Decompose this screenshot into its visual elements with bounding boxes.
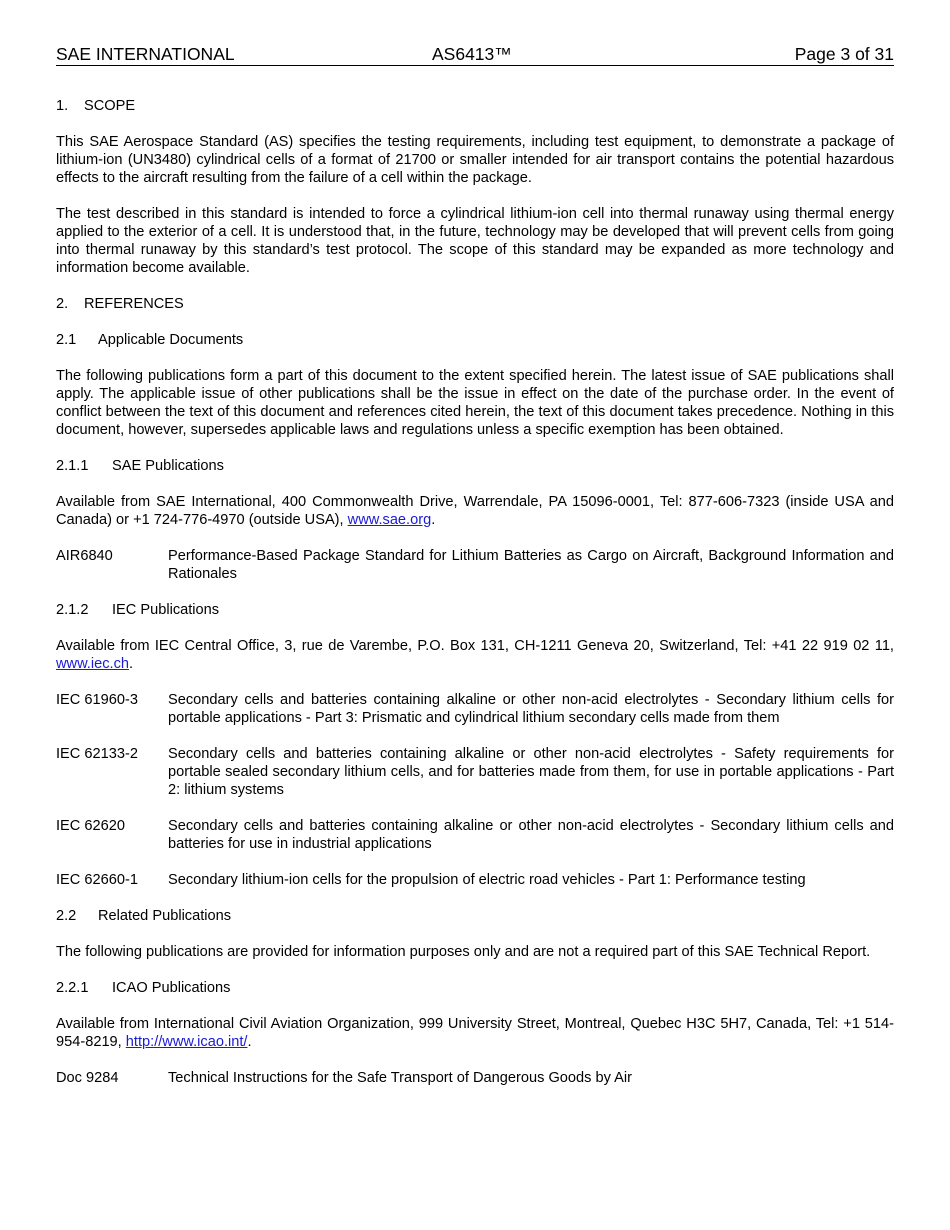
- reference-entry: [56, 691, 894, 727]
- header-page-number: Page 3 of 31: [794, 44, 894, 64]
- reference-entry: [56, 817, 894, 853]
- reference-code: IEC 62660-1: [56, 872, 138, 888]
- icao-availability-paragraph: Available from International Civil Aviation Organization, 999 University Street, Montreal, Quebec H3C 5H7, Canada, Tel: +1 514-954-8219, http://www.icao.int/.: [56, 1016, 894, 1050]
- reference-code: AIR6840: [56, 548, 113, 564]
- section-2-1-2-heading: 2.1.2 IEC Publications: [56, 602, 220, 618]
- sae-availability-paragraph: Available from SAE International, 400 Commonwealth Drive, Warrendale, PA 15096-0001, Tel: 877-606-7323 (inside USA and Canada) or +1 724-776-4970 (outside USA), www.sae.org.: [56, 494, 894, 528]
- reference-entry: [56, 1069, 894, 1087]
- section-2-2-heading: 2.2 Related Publications: [56, 908, 232, 924]
- reference-title: Secondary cells and batteries containing alkaline or other non-acid electrolytes - Secondary lithium cells and batteries for use in industrial applications: [168, 818, 894, 852]
- section-2-1-heading: 2.1 Applicable Documents: [56, 332, 244, 348]
- section-2-2-1-heading: 2.2.1 ICAO Publications: [56, 980, 231, 996]
- reference-title: Secondary lithium-ion cells for the propulsion of electric road vehicles - Part 1: Performance testing: [168, 872, 806, 888]
- reference-entry: [56, 745, 894, 799]
- icao-website-link[interactable]: http://www.icao.int/: [125, 1034, 248, 1050]
- page-header: [56, 44, 894, 66]
- scope-paragraph-2: The test described in this standard is intended to force a cylindrical lithium-ion cell into thermal runaway using thermal energy applied to the exterior of a cell. It is understood that, in the future, technology may be developed that will prevent cells from going into thermal runaway by this standard’s test protocol. The scope of this standard may be expanded as more technology and information become available.: [56, 206, 894, 276]
- applicable-documents-paragraph: The following publications form a part of this document to the extent specified herein. The latest issue of SAE publications shall apply. The applicable issue of other publications shall be the issue in effect on the date of the purchase order. In the event of conflict between the text of this document and references cited herein, the text of this document takes precedence. Nothing in this document, however, supersedes applicable laws and regulations unless a specific exemption has been obtained.: [56, 368, 894, 438]
- iec-availability-paragraph: Available from IEC Central Office, 3, rue de Varembe, P.O. Box 131, CH-1211 Geneva 20, Switzerland, Tel: +41 22 919 02 11, www.iec.ch.: [56, 638, 894, 672]
- scope-paragraph-1: This SAE Aerospace Standard (AS) specifies the testing requirements, including test equipment, to demonstrate a package of lithium-ion (UN3480) cylindrical cells of a format of 21700 or smaller intended for air transport contains the potential hazardous effects to the aircraft resulting from the failure of a cell within the package.: [56, 134, 894, 186]
- section-2-heading: 2. REFERENCES: [56, 296, 184, 312]
- reference-title: Technical Instructions for the Safe Transport of Dangerous Goods by Air: [168, 1070, 632, 1086]
- reference-title: Performance-Based Package Standard for Lithium Batteries as Cargo on Aircraft, Background Information and Rationales: [168, 548, 894, 582]
- header-org: SAE INTERNATIONAL: [56, 44, 235, 64]
- reference-code: IEC 62620: [56, 818, 125, 834]
- sae-website-link[interactable]: www.sae.org: [347, 512, 432, 528]
- reference-title: Secondary cells and batteries containing alkaline or other non-acid electrolytes - Safety requirements for portable sealed secondary lithium cells, and for batteries made from them, for use in portable applications - Part 2: lithium systems: [168, 746, 894, 798]
- reference-entry: [56, 871, 894, 889]
- reference-code: IEC 61960-3: [56, 692, 138, 708]
- header-doc-number: AS6413™: [432, 44, 512, 64]
- section-2-1-1-heading: 2.1.1 SAE Publications: [56, 458, 224, 474]
- reference-code: Doc 9284: [56, 1070, 119, 1086]
- section-1-heading: 1. SCOPE: [56, 98, 136, 114]
- document-body: [56, 97, 894, 1105]
- reference-entry: [56, 547, 894, 583]
- reference-title: Secondary cells and batteries containing alkaline or other non-acid electrolytes - Secondary lithium cells for portable applications - Part 3: Prismatic and cylindrical lithium secondary cells made from them: [168, 692, 894, 726]
- related-publications-paragraph: The following publications are provided for information purposes only and are not a required part of this SAE Technical Report.: [56, 944, 871, 960]
- reference-code: IEC 62133-2: [56, 746, 138, 762]
- iec-website-link[interactable]: www.iec.ch: [56, 656, 129, 672]
